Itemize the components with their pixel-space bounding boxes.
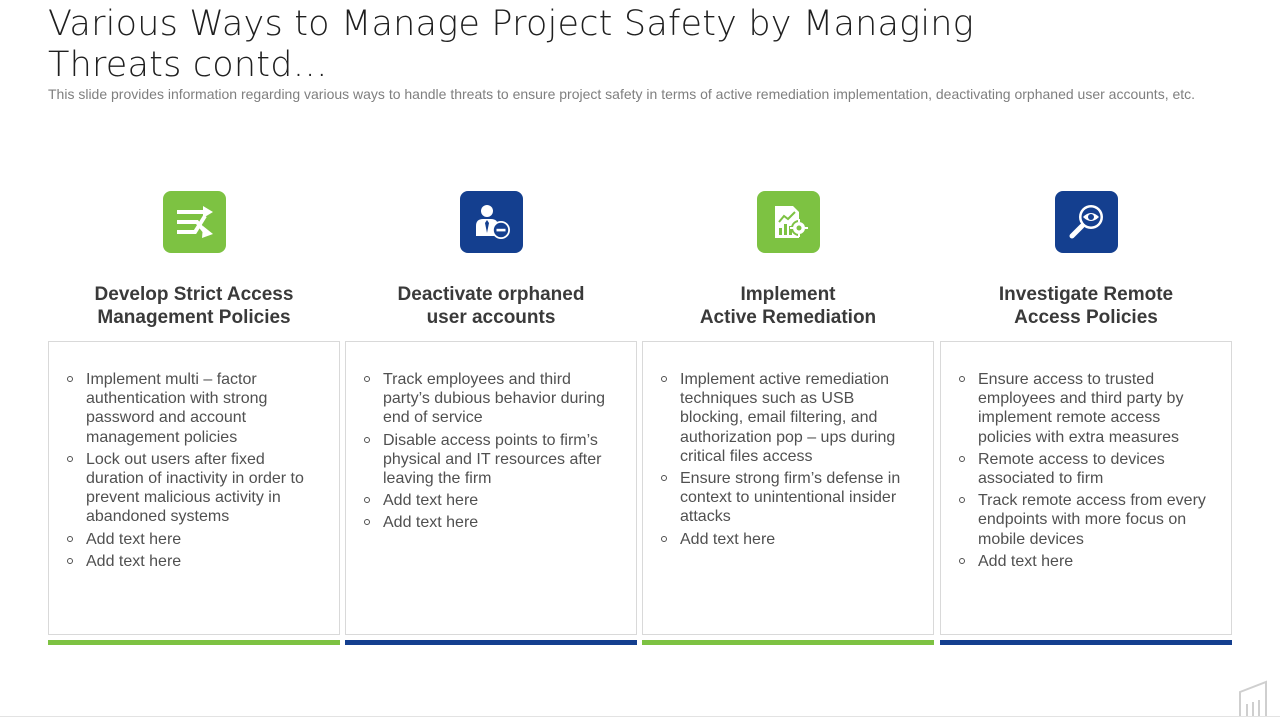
circle-bullet-icon [67, 456, 73, 462]
heading-line: Deactivate orphaned [397, 284, 585, 305]
list-item: Implement multi – factor authentication with strong password and account management policies [67, 370, 325, 447]
circle-bullet-icon [661, 536, 667, 542]
list-item: Add text here [67, 530, 325, 549]
column-heading [48, 283, 340, 329]
accent-bar [642, 640, 934, 645]
slide-title-line-1: Various Ways to Manage Project Safety by Managing [48, 4, 974, 44]
footer-divider [0, 716, 1280, 717]
heading-line: Implement [740, 284, 836, 305]
circle-bullet-icon [67, 558, 73, 564]
column-remote-access [940, 0, 1232, 720]
column-orphaned-accounts [345, 0, 637, 720]
content-card [642, 341, 934, 635]
report-gear-icon [757, 191, 820, 253]
list-item: Remote access to devices associated to firm [959, 450, 1217, 488]
list-item: Disable access points to firm’s physical and IT resources after leaving the firm [364, 431, 622, 489]
list-item: Add text here [661, 530, 919, 549]
heading-line: Active Remediation [699, 307, 877, 328]
heading-line: Develop Strict Access [94, 284, 294, 305]
circle-bullet-icon [959, 558, 965, 564]
circle-bullet-icon [364, 437, 370, 443]
circle-bullet-icon [959, 497, 965, 503]
content-card [48, 341, 340, 635]
accent-bar [345, 640, 637, 645]
column-heading [642, 283, 934, 329]
column-heading [345, 283, 637, 329]
list-item: Add text here [959, 552, 1217, 571]
building-logo-icon [1238, 680, 1270, 723]
circle-bullet-icon [364, 376, 370, 382]
content-card [940, 341, 1232, 635]
list-item: Ensure access to trusted employees and third party by implement remote access policies with extra measures [959, 370, 1217, 447]
bullet-list [346, 342, 636, 533]
circle-bullet-icon [364, 519, 370, 525]
circle-bullet-icon [67, 536, 73, 542]
circle-bullet-icon [67, 376, 73, 382]
bullet-list [643, 342, 933, 549]
circle-bullet-icon [661, 475, 667, 481]
slide-subtitle: This slide provides information regarding various ways to handle threats to ensure project safety in terms of active remediation implementation, deactivating orphaned user accounts, etc. [48, 86, 1196, 102]
list-item: Add text here [67, 552, 325, 571]
column-access-management [48, 0, 340, 720]
heading-line: Management Policies [97, 307, 291, 328]
column-active-remediation [642, 0, 934, 720]
slide-title-line-2: Threats contd… [48, 45, 328, 85]
list-item: Add text here [364, 513, 622, 532]
circle-bullet-icon [661, 376, 667, 382]
heading-line: Investigate Remote [998, 284, 1174, 305]
circle-bullet-icon [959, 376, 965, 382]
list-item: Lock out users after fixed duration of inactivity in order to prevent malicious activity in abandoned systems [67, 450, 325, 527]
list-item: Add text here [364, 491, 622, 510]
list-item: Implement active remediation techniques such as USB blocking, email filtering, and authorization pop – ups during critical files access [661, 370, 919, 466]
heading-line: user accounts [426, 307, 556, 328]
bullet-list [941, 342, 1231, 571]
list-item: Track employees and third party’s dubious behavior during end of service [364, 370, 622, 428]
accent-bar [940, 640, 1232, 645]
bullet-list [49, 342, 339, 571]
circle-bullet-icon [959, 456, 965, 462]
user-remove-icon [460, 191, 523, 253]
magnifier-eye-icon [1055, 191, 1118, 253]
heading-line: Access Policies [1014, 307, 1158, 328]
column-heading [940, 283, 1232, 329]
list-item: Ensure strong firm’s defense in context to unintentional insider attacks [661, 469, 919, 527]
circle-bullet-icon [364, 497, 370, 503]
shuffle-arrows-icon [163, 191, 226, 253]
content-card [345, 341, 637, 635]
accent-bar [48, 640, 340, 645]
list-item: Track remote access from every endpoints with more focus on mobile devices [959, 491, 1217, 549]
